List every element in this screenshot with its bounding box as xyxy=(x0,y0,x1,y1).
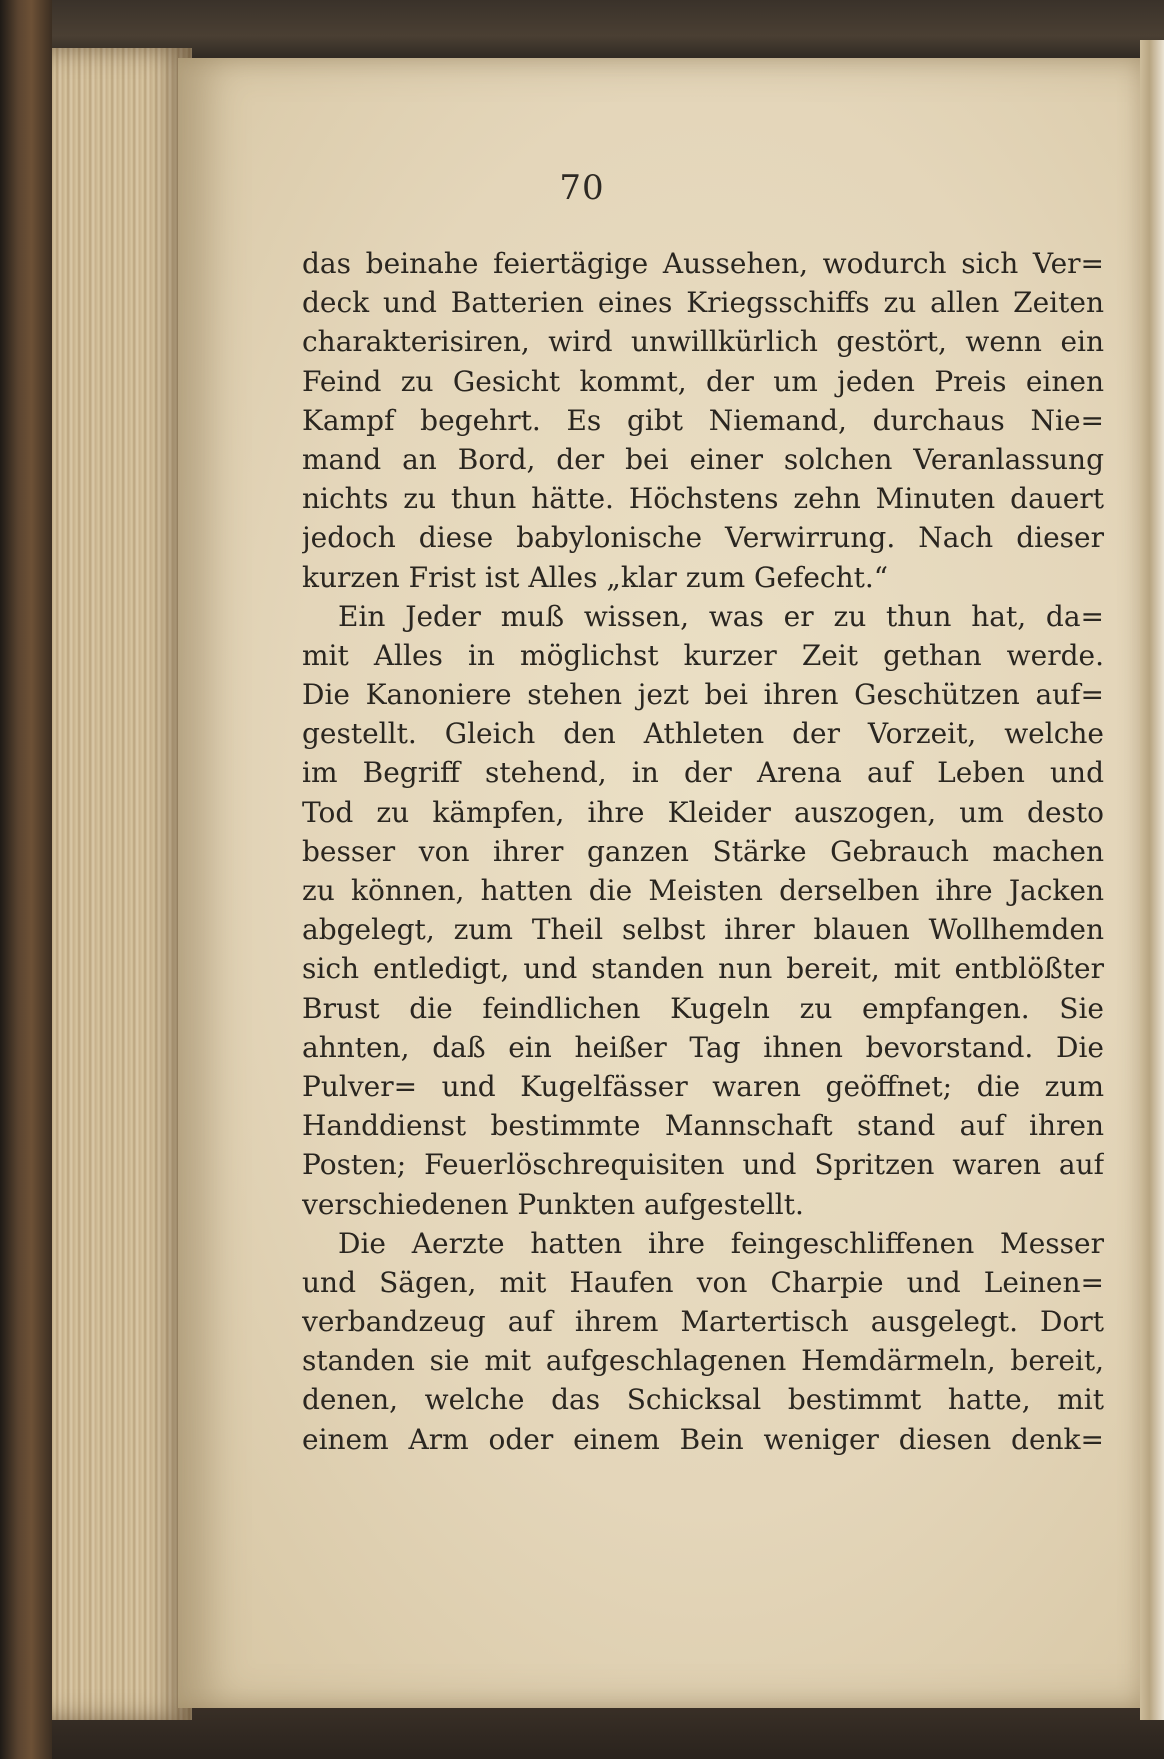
text-line: deck und Batterien eines Kriegsschiffs zu allen Zeiten xyxy=(302,286,1104,320)
text-line: Die Kanoniere stehen jezt bei ihren Geschützen auf= xyxy=(302,678,1104,712)
text-line: Feind zu Gesicht kommt, der um jeden Preis einen xyxy=(302,364,1104,398)
text-line: einem Arm oder einem Bein weniger diesen denk= xyxy=(302,1422,1104,1456)
text-line: besser von ihrer ganzen Stärke Gebrauch machen xyxy=(302,834,1104,868)
text-line: Ein Jeder muß wissen, was er zu thun hat, da= xyxy=(338,599,1104,633)
text-line: im Begriff stehend, in der Arena auf Leben und xyxy=(302,756,1104,790)
text-line: mand an Bord, der bei einer solchen Veranlassung xyxy=(302,442,1104,476)
text-line: und Sägen, mit Haufen von Charpie und Leinen= xyxy=(302,1265,1104,1299)
text-line: denen, welche das Schicksal bestimmt hatte, mit xyxy=(302,1383,1104,1417)
page-edges xyxy=(52,48,192,1720)
text-line: gestellt. Gleich den Athleten der Vorzeit, welche xyxy=(302,717,1104,751)
page-right-edge xyxy=(1140,40,1164,1720)
text-line: Tod zu kämpfen, ihre Kleider auszogen, um desto xyxy=(302,795,1104,829)
book-spine xyxy=(0,0,52,1759)
text-line: Die Aerzte hatten ihre feingeschliffenen Messer xyxy=(338,1226,1104,1260)
text-line: zu können, hatten die Meisten derselben ihre Jacken xyxy=(302,874,1104,907)
text-line: mit Alles in möglichst kurzer Zeit gethan werde. xyxy=(302,638,1104,672)
page-body-text xyxy=(302,244,1104,1459)
text-line: das beinahe feiertägige Aussehen, wodurch sich Ver= xyxy=(302,247,1104,280)
text-line: Posten; Feuerlöschrequisiten und Spritzen waren auf xyxy=(302,1148,1104,1182)
text-line: sich entledigt, und standen nun bereit, mit entblößter xyxy=(302,952,1104,986)
page-number: 70 xyxy=(559,168,605,208)
text-line: standen sie mit aufgeschlagenen Hemdärmeln, bereit, xyxy=(302,1344,1104,1378)
text-line: abgelegt, zum Theil selbst ihrer blauen Wollhemden xyxy=(302,913,1104,947)
text-line: charakterisiren, wird unwillkürlich gestört, wenn ein xyxy=(302,325,1104,359)
text-line: Kampf begehrt. Es gibt Niemand, durchaus Nie= xyxy=(302,403,1104,437)
text-line: kurzen Frist ist Alles „klar zum Gefecht.“ xyxy=(302,560,889,594)
text-line: verbandzeug auf ihrem Martertisch ausgelegt. Dort xyxy=(302,1305,1104,1339)
text-line: nichts zu thun hätte. Höchstens zehn Minuten dauert xyxy=(302,482,1104,516)
text-line: jedoch diese babylonische Verwirrung. Nach dieser xyxy=(302,521,1104,555)
text-line: verschiedenen Punkten aufgestellt. xyxy=(302,1187,804,1221)
text-line: Handdienst bestimmte Mannschaft stand auf ihren xyxy=(302,1109,1104,1143)
text-line: ahnten, daß ein heißer Tag ihnen bevorstand. Die xyxy=(302,1030,1104,1064)
text-line: Brust die feindlichen Kugeln zu empfangen. Sie xyxy=(302,991,1104,1025)
text-line: Pulver= und Kugelfässer waren geöffnet; die zum xyxy=(302,1069,1104,1103)
